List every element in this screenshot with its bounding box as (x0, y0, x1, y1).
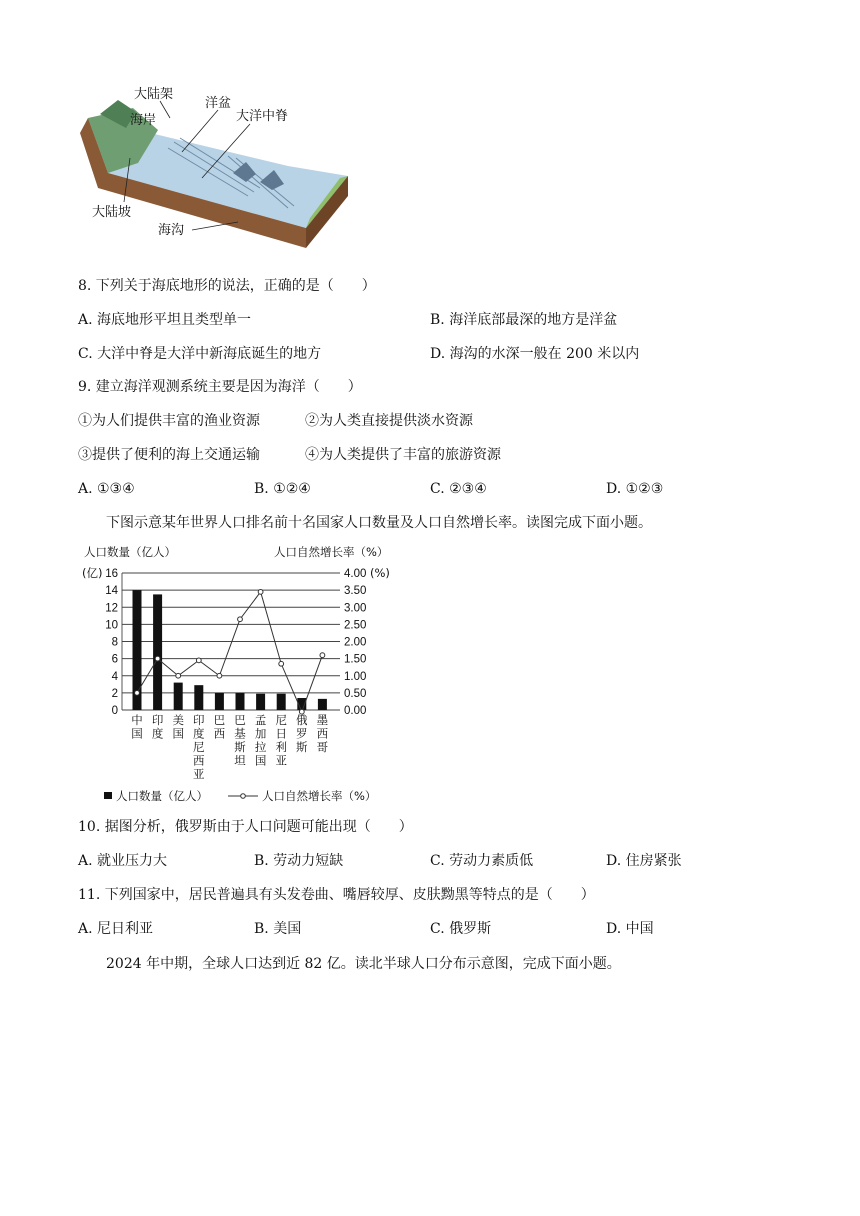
label-continental-slope: 大陆坡 (92, 205, 132, 220)
left-tick-label: 4 (111, 670, 118, 683)
left-tick-label: 2 (111, 687, 118, 700)
right-tick-label: 0.00 (344, 705, 367, 717)
q9-option-c: C. ②③④ (430, 481, 487, 497)
right-tick-label: 3.50 (344, 585, 367, 598)
growth-point-1 (155, 656, 160, 661)
bar-7 (277, 694, 286, 710)
ocean-floor-diagram (78, 78, 350, 256)
left-tick-label: 16 (105, 568, 118, 580)
q10-stem: 10. 据图分析，俄罗斯由于人口问题可能出现（ ） (78, 819, 413, 835)
legend-bar-swatch (104, 792, 112, 799)
q11-option-c: C. 俄罗斯 (430, 921, 492, 937)
q10-option-d: D. 住房紧张 (606, 853, 682, 869)
q9-option-a: A. ①③④ (78, 481, 135, 497)
right-tick-label: 3.00 (344, 602, 367, 615)
label-trench: 海沟 (158, 223, 185, 238)
left-tick-label: 12 (105, 602, 118, 615)
right-tick-label: 1.00 (344, 670, 367, 683)
q9-option-d: D. ①②③ (606, 481, 664, 497)
growth-point-5 (238, 617, 243, 622)
x-tick-label-8: 俄罗斯 (296, 713, 308, 754)
right-axis-title: 人口自然增长率（%） (274, 545, 389, 559)
left-tick-label: 6 (111, 653, 118, 666)
bar-3 (194, 685, 203, 710)
left-axis-title: 人口数量（亿人） (84, 545, 176, 559)
q11-option-d: D. 中国 (606, 921, 654, 937)
q9-stem: 9. 建立海洋观测系统主要是因为海洋（ ） (78, 379, 362, 395)
right-tick-label: 4.00 (344, 568, 367, 580)
legend-line-label: 人口自然增长率（%） (262, 789, 377, 803)
x-tick-label-2: 美国 (172, 713, 184, 741)
left-tick-label: 8 (111, 636, 118, 649)
bar-6 (256, 694, 265, 710)
next-intro: 2024 年中期，全球人口达到近 82 亿。读北半球人口分布示意图，完成下面小题。 (106, 956, 621, 972)
bar-9 (318, 699, 327, 710)
population-chart (78, 540, 418, 810)
q9-item-1: ①为人们提供丰富的渔业资源 (78, 413, 260, 429)
legend-line-marker (241, 794, 246, 799)
bar-2 (174, 683, 183, 710)
q8-option-d: D. 海沟的水深一般在 200 米以内 (430, 346, 640, 362)
x-tick-label-7: 尼日利亚 (275, 713, 287, 768)
q9-option-b: B. ①②④ (254, 481, 311, 497)
label-coast: 海岸 (130, 113, 157, 128)
q9-item-2: ②为人类直接提供淡水资源 (305, 413, 473, 429)
q11-option-b: B. 美国 (254, 921, 302, 937)
x-tick-label-9: 墨西哥 (316, 713, 329, 754)
q8-option-c: C. 大洋中脊是大洋中新海底诞生的地方 (78, 346, 322, 362)
x-tick-label-0: 中国 (131, 713, 143, 741)
growth-point-9 (320, 653, 325, 658)
q9-item-4: ④为人类提供了丰富的旅游资源 (305, 447, 501, 463)
right-tick-label: 0.50 (344, 687, 367, 700)
right-tick-label: 2.00 (344, 636, 367, 649)
growth-point-7 (279, 661, 284, 666)
x-tick-label-1: 印度 (151, 713, 164, 741)
legend-bar-label: 人口数量（亿人） (116, 789, 208, 803)
x-tick-label-5: 巴基斯坦 (234, 713, 246, 768)
q11-option-a: A. 尼日利亚 (78, 921, 154, 937)
q9-item-3: ③提供了便利的海上交通运输 (78, 447, 260, 463)
label-continental-shelf: 大陆架 (134, 87, 174, 102)
q10-option-c: C. 劳动力素质低 (430, 853, 534, 869)
q8-stem: 8. 下列关于海底地形的说法，正确的是（ ） (78, 278, 376, 294)
label-mid-ocean-ridge: 大洋中脊 (236, 109, 289, 124)
right-tick-label: 1.50 (344, 653, 367, 666)
q8-option-a: A. 海底地形平坦且类型单一 (78, 312, 252, 328)
growth-rate-line (137, 592, 322, 712)
x-tick-label-3: 印度尼西亚 (193, 713, 205, 781)
left-tick-label: 14 (105, 585, 118, 598)
bar-1 (153, 594, 162, 710)
growth-point-6 (258, 589, 263, 594)
growth-point-4 (217, 673, 222, 678)
left-tick-label: 0 (111, 705, 118, 717)
q11-stem: 11. 下列国家中，居民普遍具有头发卷曲、嘴唇较厚、皮肤黝黑等特点的是（ ） (78, 887, 595, 903)
chart-intro: 下图示意某年世界人口排名前十名国家人口数量及人口自然增长率。读图完成下面小题。 (106, 515, 652, 531)
x-tick-label-4: 巴西 (213, 713, 226, 741)
label-ocean-basin: 洋盆 (205, 96, 232, 111)
growth-point-3 (196, 658, 201, 663)
growth-point-2 (176, 673, 181, 678)
growth-point-0 (135, 690, 140, 695)
q10-option-b: B. 劳动力短缺 (254, 853, 344, 869)
x-tick-label-6: 孟加拉国 (254, 713, 267, 768)
bar-5 (236, 693, 245, 710)
right-axis-unit: (%) (370, 566, 390, 580)
q8-option-b: B. 海洋底部最深的地方是洋盆 (430, 312, 618, 328)
right-tick-label: 2.50 (344, 619, 367, 632)
left-tick-label: 10 (105, 619, 118, 632)
bar-4 (215, 693, 224, 710)
q10-option-a: A. 就业压力大 (78, 853, 168, 869)
left-axis-unit: (亿) (82, 566, 103, 580)
